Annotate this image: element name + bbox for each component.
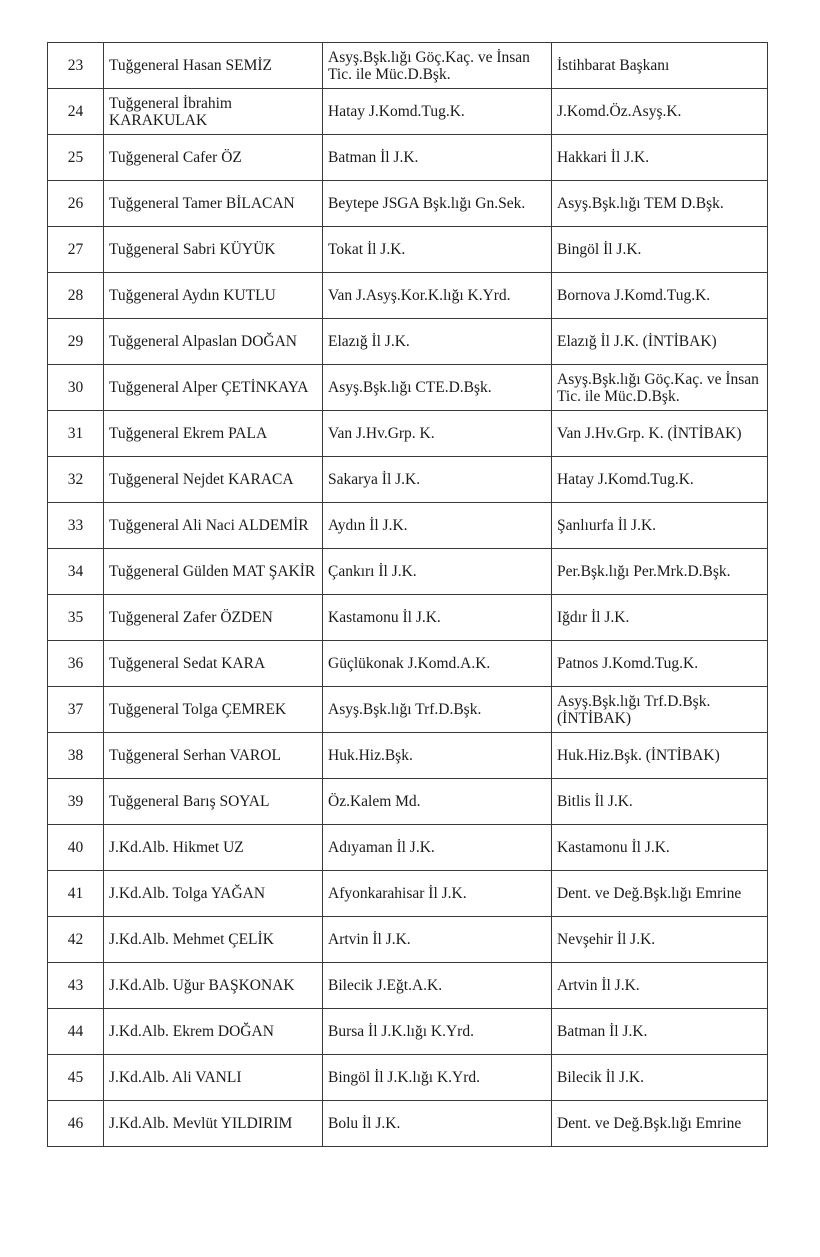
row-number: 31 — [48, 411, 104, 457]
row-number: 38 — [48, 733, 104, 779]
row-number: 43 — [48, 963, 104, 1009]
new-post: Kastamonu İl J.K. — [552, 825, 768, 871]
current-post: Beytepe JSGA Bşk.lığı Gn.Sek. — [323, 181, 552, 227]
new-post: Bingöl İl J.K. — [552, 227, 768, 273]
current-post: Asyş.Bşk.lığı Göç.Kaç. ve İnsan Tic. ile Müc.D.Bşk. — [323, 43, 552, 89]
new-post: Per.Bşk.lığı Per.Mrk.D.Bşk. — [552, 549, 768, 595]
personnel-name: Tuğgeneral Aydın KUTLU — [104, 273, 323, 319]
personnel-name: J.Kd.Alb. Tolga YAĞAN — [104, 871, 323, 917]
row-number: 39 — [48, 779, 104, 825]
row-number: 35 — [48, 595, 104, 641]
current-post: Tokat İl J.K. — [323, 227, 552, 273]
table-row — [48, 595, 768, 641]
personnel-name: Tuğgeneral Gülden MAT ŞAKİR — [104, 549, 323, 595]
personnel-name: Tuğgeneral Tamer BİLACAN — [104, 181, 323, 227]
new-post: Bitlis İl J.K. — [552, 779, 768, 825]
row-number: 33 — [48, 503, 104, 549]
personnel-name: Tuğgeneral Alpaslan DOĞAN — [104, 319, 323, 365]
table-row — [48, 319, 768, 365]
current-post: Güçlükonak J.Komd.A.K. — [323, 641, 552, 687]
table-row — [48, 1055, 768, 1101]
table-row — [48, 135, 768, 181]
row-number: 24 — [48, 89, 104, 135]
row-number: 40 — [48, 825, 104, 871]
current-post: Hatay J.Komd.Tug.K. — [323, 89, 552, 135]
personnel-name: J.Kd.Alb. Ekrem DOĞAN — [104, 1009, 323, 1055]
row-number: 42 — [48, 917, 104, 963]
current-post: Asyş.Bşk.lığı CTE.D.Bşk. — [323, 365, 552, 411]
assignment-table — [47, 42, 768, 1147]
row-number: 27 — [48, 227, 104, 273]
new-post: Asyş.Bşk.lığı Trf.D.Bşk. (İNTİBAK) — [552, 687, 768, 733]
current-post: Bolu İl J.K. — [323, 1101, 552, 1147]
table-row — [48, 365, 768, 411]
new-post: Elazığ İl J.K. (İNTİBAK) — [552, 319, 768, 365]
personnel-name: Tuğgeneral Sedat KARA — [104, 641, 323, 687]
new-post: Iğdır İl J.K. — [552, 595, 768, 641]
table-body — [48, 43, 768, 1147]
personnel-name: J.Kd.Alb. Hikmet UZ — [104, 825, 323, 871]
personnel-name: Tuğgeneral Cafer ÖZ — [104, 135, 323, 181]
row-number: 25 — [48, 135, 104, 181]
table-row — [48, 963, 768, 1009]
table-row — [48, 1101, 768, 1147]
table-row — [48, 89, 768, 135]
new-post: Bilecik İl J.K. — [552, 1055, 768, 1101]
personnel-name: Tuğgeneral Ekrem PALA — [104, 411, 323, 457]
row-number: 37 — [48, 687, 104, 733]
current-post: Bingöl İl J.K.lığı K.Yrd. — [323, 1055, 552, 1101]
new-post: Patnos J.Komd.Tug.K. — [552, 641, 768, 687]
table-row — [48, 227, 768, 273]
table-row — [48, 687, 768, 733]
row-number: 26 — [48, 181, 104, 227]
new-post: Huk.Hiz.Bşk. (İNTİBAK) — [552, 733, 768, 779]
current-post: Van J.Asyş.Kor.K.lığı K.Yrd. — [323, 273, 552, 319]
current-post: Bursa İl J.K.lığı K.Yrd. — [323, 1009, 552, 1055]
row-number: 41 — [48, 871, 104, 917]
row-number: 23 — [48, 43, 104, 89]
new-post: Asyş.Bşk.lığı TEM D.Bşk. — [552, 181, 768, 227]
table-row — [48, 871, 768, 917]
current-post: Afyonkarahisar İl J.K. — [323, 871, 552, 917]
personnel-name: Tuğgeneral Serhan VAROL — [104, 733, 323, 779]
new-post: Şanlıurfa İl J.K. — [552, 503, 768, 549]
table-row — [48, 549, 768, 595]
table-row — [48, 503, 768, 549]
table-row — [48, 779, 768, 825]
table-row — [48, 273, 768, 319]
row-number: 34 — [48, 549, 104, 595]
current-post: Elazığ İl J.K. — [323, 319, 552, 365]
current-post: Artvin İl J.K. — [323, 917, 552, 963]
personnel-name: J.Kd.Alb. Ali VANLI — [104, 1055, 323, 1101]
personnel-name: J.Kd.Alb. Uğur BAŞKONAK — [104, 963, 323, 1009]
row-number: 28 — [48, 273, 104, 319]
new-post: Van J.Hv.Grp. K. (İNTİBAK) — [552, 411, 768, 457]
current-post: Aydın İl J.K. — [323, 503, 552, 549]
row-number: 44 — [48, 1009, 104, 1055]
table-row — [48, 411, 768, 457]
row-number: 45 — [48, 1055, 104, 1101]
personnel-name: Tuğgeneral Barış SOYAL — [104, 779, 323, 825]
table-row — [48, 825, 768, 871]
personnel-name: J.Kd.Alb. Mehmet ÇELİK — [104, 917, 323, 963]
personnel-name: Tuğgeneral Zafer ÖZDEN — [104, 595, 323, 641]
row-number: 29 — [48, 319, 104, 365]
table-row — [48, 733, 768, 779]
current-post: Sakarya İl J.K. — [323, 457, 552, 503]
table-row — [48, 43, 768, 89]
new-post: Asyş.Bşk.lığı Göç.Kaç. ve İnsan Tic. ile Müc.D.Bşk. — [552, 365, 768, 411]
current-post: Öz.Kalem Md. — [323, 779, 552, 825]
current-post: Asyş.Bşk.lığı Trf.D.Bşk. — [323, 687, 552, 733]
table-row — [48, 457, 768, 503]
row-number: 36 — [48, 641, 104, 687]
personnel-name: Tuğgeneral Sabri KÜYÜK — [104, 227, 323, 273]
table-row — [48, 917, 768, 963]
new-post: Dent. ve Değ.Bşk.lığı Emrine — [552, 1101, 768, 1147]
personnel-name: Tuğgeneral Tolga ÇEMREK — [104, 687, 323, 733]
table-row — [48, 641, 768, 687]
row-number: 30 — [48, 365, 104, 411]
personnel-name: J.Kd.Alb. Mevlüt YILDIRIM — [104, 1101, 323, 1147]
personnel-name: Tuğgeneral Ali Naci ALDEMİR — [104, 503, 323, 549]
new-post: Hakkari İl J.K. — [552, 135, 768, 181]
personnel-name: Tuğgeneral Hasan SEMİZ — [104, 43, 323, 89]
new-post: J.Komd.Öz.Asyş.K. — [552, 89, 768, 135]
new-post: Dent. ve Değ.Bşk.lığı Emrine — [552, 871, 768, 917]
personnel-name: Tuğgeneral İbrahim KARAKULAK — [104, 89, 323, 135]
table-row — [48, 181, 768, 227]
new-post: Nevşehir İl J.K. — [552, 917, 768, 963]
new-post: Hatay J.Komd.Tug.K. — [552, 457, 768, 503]
current-post: Çankırı İl J.K. — [323, 549, 552, 595]
new-post: Artvin İl J.K. — [552, 963, 768, 1009]
new-post: Bornova J.Komd.Tug.K. — [552, 273, 768, 319]
current-post: Huk.Hiz.Bşk. — [323, 733, 552, 779]
current-post: Batman İl J.K. — [323, 135, 552, 181]
personnel-name: Tuğgeneral Nejdet KARACA — [104, 457, 323, 503]
new-post: İstihbarat Başkanı — [552, 43, 768, 89]
row-number: 32 — [48, 457, 104, 503]
personnel-name: Tuğgeneral Alper ÇETİNKAYA — [104, 365, 323, 411]
table-row — [48, 1009, 768, 1055]
new-post: Batman İl J.K. — [552, 1009, 768, 1055]
current-post: Bilecik J.Eğt.A.K. — [323, 963, 552, 1009]
current-post: Van J.Hv.Grp. K. — [323, 411, 552, 457]
current-post: Adıyaman İl J.K. — [323, 825, 552, 871]
row-number: 46 — [48, 1101, 104, 1147]
current-post: Kastamonu İl J.K. — [323, 595, 552, 641]
